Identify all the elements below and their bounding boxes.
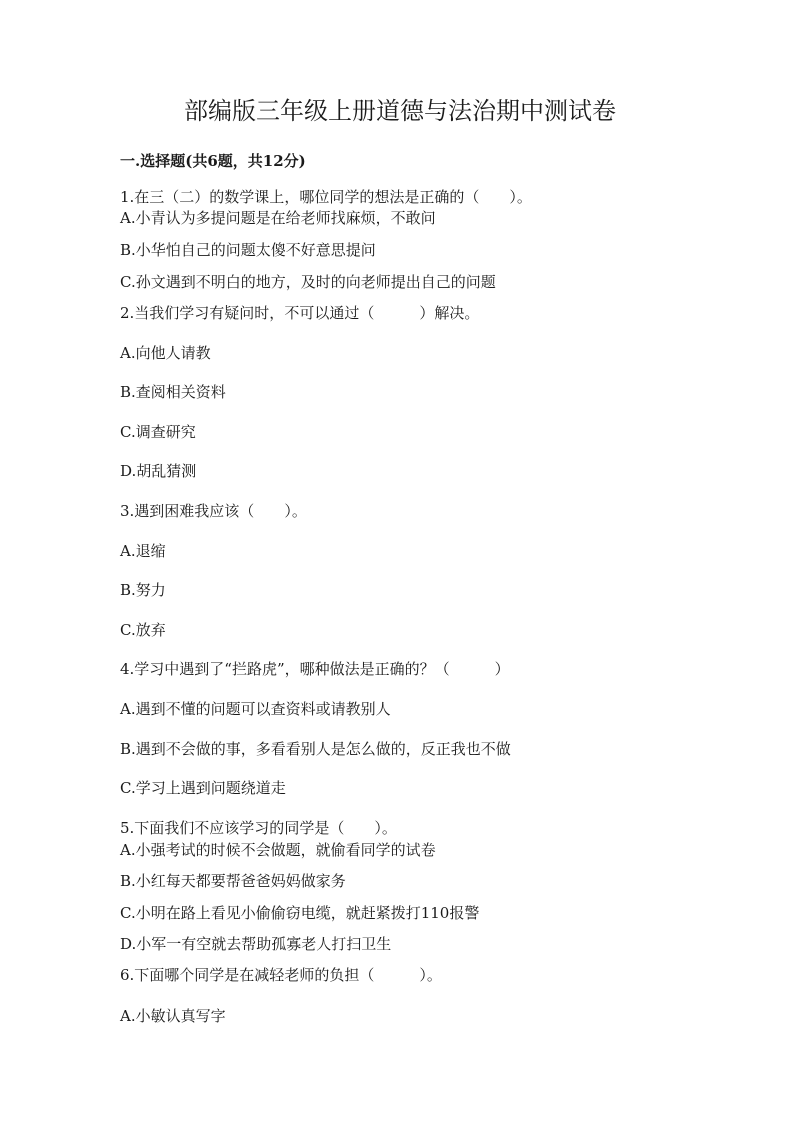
question-6-option-a: A.小敏认真写字 [120, 1007, 226, 1025]
question-1-option-c: C.孙文遇到不明白的地方，及时的向老师提出自己的问题 [120, 273, 496, 291]
question-5-option-b: B.小红每天都要帮爸爸妈妈做家务 [120, 872, 346, 890]
question-stem-4: 4.学习中遇到了“拦路虎”，哪种做法是正确的？（ ） [120, 660, 510, 678]
question-5-option-c: C.小明在路上看见小偷偷窃电缆，就赶紧拨打110报警 [120, 904, 480, 922]
question-stem-3: 3.遇到困难我应该（ ）。 [120, 502, 307, 520]
question-2-option-d: D.胡乱猜测 [120, 462, 197, 480]
question-2-option-b: B.查阅相关资料 [120, 383, 226, 401]
question-stem-5: 5.下面我们不应该学习的同学是（ ）。 [120, 819, 397, 837]
question-stem-1: 1.在三（二）的数学课上，哪位同学的想法是正确的（ ）。 [120, 188, 532, 206]
question-stem-6: 6.下面哪个同学是在减轻老师的负担（ ）。 [120, 966, 442, 984]
question-2-option-a: A.向他人请教 [120, 344, 211, 362]
page-title: 部编版三年级上册道德与法治期中测试卷 [184, 97, 616, 125]
question-3-option-b: B.努力 [120, 581, 166, 599]
section-heading: 一.选择题(共6题，共12分) [120, 152, 306, 170]
question-3-option-a: A.退缩 [120, 542, 166, 560]
question-4-option-c: C.学习上遇到问题绕道走 [120, 779, 286, 797]
question-stem-2: 2.当我们学习有疑问时，不可以通过（ ）解决。 [120, 304, 480, 322]
question-4-option-b: B.遇到不会做的事，多看看别人是怎么做的，反正我也不做 [120, 740, 511, 758]
question-2-option-c: C.调查研究 [120, 423, 196, 441]
question-4-option-a: A.遇到不懂的问题可以查资料或请教别人 [120, 700, 391, 718]
question-1-option-a: A.小青认为多提问题是在给老师找麻烦，不敢问 [120, 209, 436, 227]
question-5-option-a: A.小强考试的时候不会做题，就偷看同学的试卷 [120, 841, 436, 859]
question-1-option-b: B.小华怕自己的问题太傻不好意思提问 [120, 241, 376, 259]
question-5-option-d: D.小军一有空就去帮助孤寡老人打扫卫生 [120, 935, 392, 953]
question-3-option-c: C.放弃 [120, 621, 166, 639]
